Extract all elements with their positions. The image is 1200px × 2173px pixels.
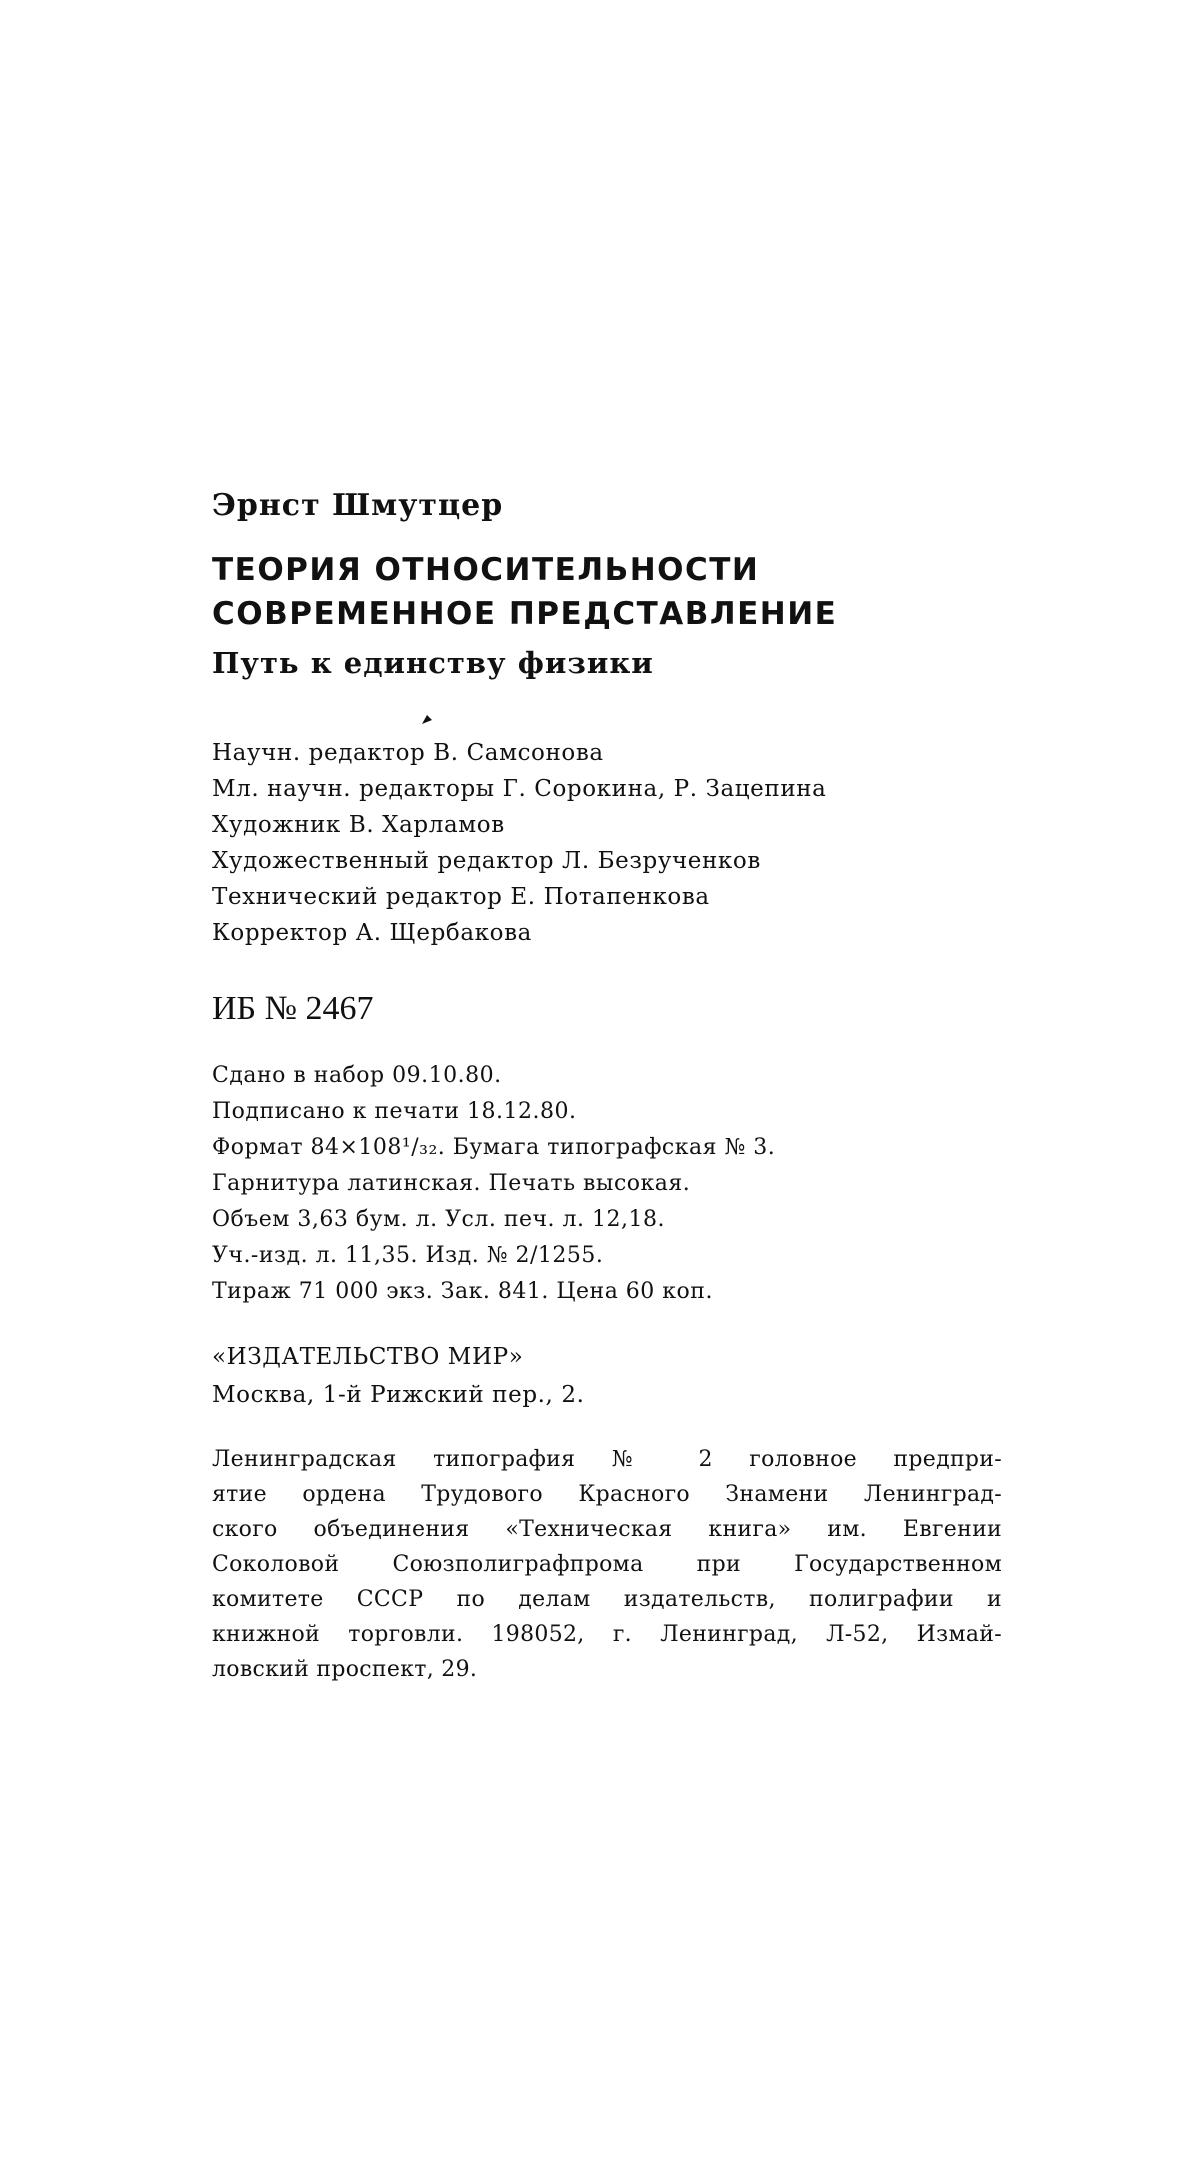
imprint-line: Сдано в набор 09.10.80. <box>212 1063 502 1088</box>
author-name: Эрнст Шмутцер <box>212 488 504 523</box>
imprint-line: Уч.-изд. л. 11,35. Изд. № 2/1255. <box>212 1243 604 1268</box>
credit-line: Корректор А. Щербакова <box>212 920 532 946</box>
printer-line: ятие ордена Трудового Красного Знамени Ленинград- <box>212 1482 1002 1507</box>
printer-line: Ленинградская типография № 2 головное предпри- <box>212 1447 1002 1472</box>
book-subtitle: Путь к единству физики <box>212 646 654 680</box>
book-title <box>212 548 837 636</box>
imprint-line: Формат 84×108¹/₃₂. Бумага типографская № 3. <box>212 1135 776 1160</box>
credit-line: Мл. научн. редакторы Г. Сорокина, Р. Зацепина <box>212 776 827 802</box>
credits-block <box>212 735 827 951</box>
credit-line: Художник В. Харламов <box>212 812 505 838</box>
printer-line: ского объединения «Техническая книга» им. Евгении <box>212 1517 1002 1542</box>
imprint-line: Подписано к печати 18.12.80. <box>212 1099 577 1124</box>
publisher-block <box>212 1338 585 1414</box>
publisher-name: «ИЗДАТЕЛЬСТВО МИР» <box>212 1344 524 1370</box>
imprint-line: Гарнитура латинская. Печать высокая. <box>212 1171 691 1196</box>
decorative-mark-icon <box>420 712 434 726</box>
title-line: ТЕОРИЯ ОТНОСИТЕЛЬНОСТИ <box>212 552 760 588</box>
printer-line: Соколовой Союзполиграфпрома при Государственном <box>212 1552 1002 1577</box>
printer-line: ловский проспект, 29. <box>212 1657 478 1682</box>
credit-line: Научн. редактор В. Самсонова <box>212 740 604 766</box>
imprint-page <box>212 0 1012 2173</box>
printer-line: книжной торговли. 198052, г. Ленинград, Л-52, Измай- <box>212 1622 1002 1647</box>
printer-line: комитете СССР по делам издательств, полиграфии и <box>212 1587 1002 1612</box>
imprint-details <box>212 1058 775 1310</box>
credit-line: Технический редактор Е. Потапенкова <box>212 884 710 910</box>
printer-block <box>212 1442 1002 1687</box>
credit-line: Художественный редактор Л. Безрученков <box>212 848 761 874</box>
imprint-line: Объем 3,63 бум. л. Усл. печ. л. 12,18. <box>212 1207 665 1232</box>
publisher-address: Москва, 1-й Рижский пер., 2. <box>212 1382 585 1408</box>
ib-number: ИБ № 2467 <box>212 990 374 1027</box>
title-line: СОВРЕМЕННОЕ ПРЕДСТАВЛЕНИЕ <box>212 596 838 632</box>
imprint-line: Тираж 71 000 экз. Зак. 841. Цена 60 коп. <box>212 1279 713 1304</box>
